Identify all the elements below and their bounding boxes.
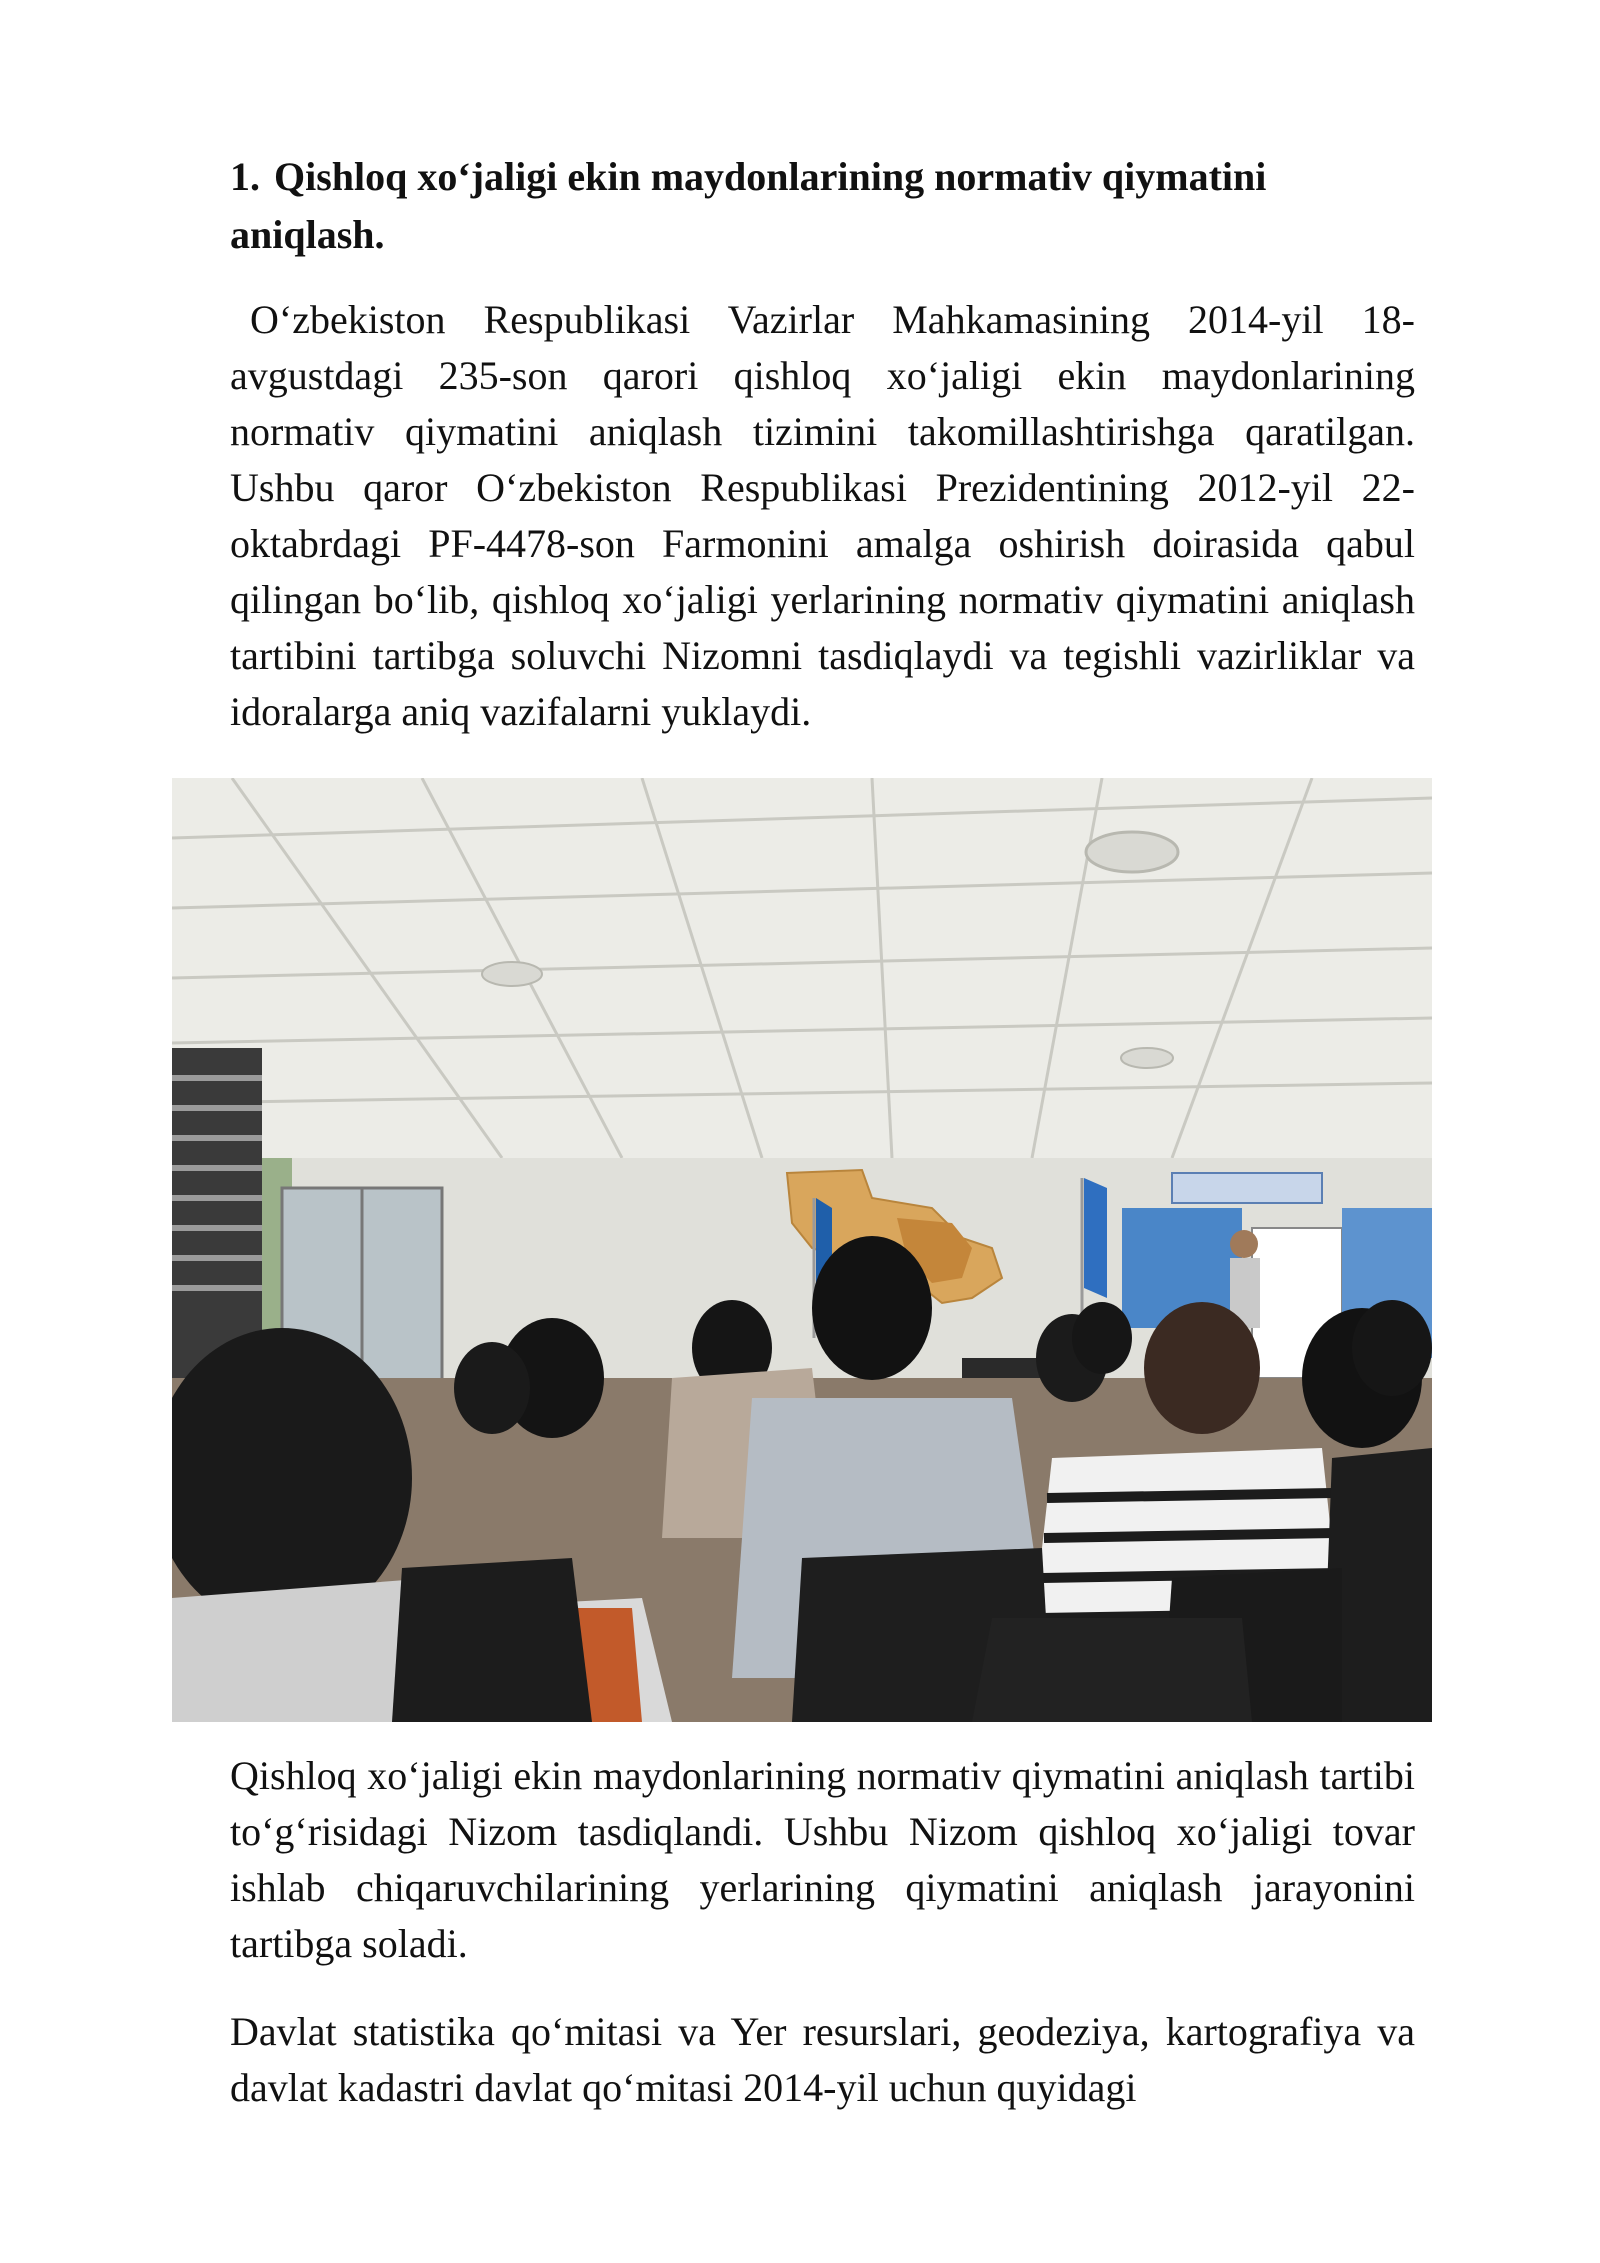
paragraph-3: Davlat statistika qo‘mitasi va Yer resurslari, geodeziya, kartografiya va davlat kadastri davlat qo‘mitasi 2014-yil uchun quyidagi bbox=[230, 2009, 1415, 2110]
section-number: 1. bbox=[230, 154, 260, 199]
paragraph-2: Qishloq xo‘jaligi ekin maydonlarining normativ qiymatini aniqlash tartibi to‘g‘risidagi Nizom tasdiqlandi. Ushbu Nizom qishloq xo‘jaligi tovar ishlab chiqaruvchilarining yerlarining qiymatini aniqlash jarayonini tartibga soladi. bbox=[230, 1753, 1415, 1966]
seminar-photo bbox=[172, 778, 1432, 1722]
classroom-illustration bbox=[172, 778, 1432, 1722]
section-title: Qishloq xo‘jaligi ekin maydonlarining normativ qiymatini aniqlash. bbox=[230, 154, 1267, 257]
paragraph-1: O‘zbekiston Respublikasi Vazirlar Mahkamasining 2014-yil 18-avgustdagi 235-son qarori qishloq xo‘jaligi ekin maydonlarining normativ qiymatini aniqlash tizimini takomillashtirishga qaratilgan. Ushbu qaror O‘zbekiston Respublikasi Prezidentining 2012-yil 22-oktabrdagi PF-4478-son Farmonini amalga oshirish doirasida qabul qilingan bo‘lib, qishloq xo‘jaligi yerlarining normativ qiymatini aniqlash tartibini tartibga soluvchi Nizomni tasdiqlaydi va tegishli vazirliklar va idoralarga aniq vazifalarni yuklaydi. bbox=[230, 297, 1415, 734]
section-heading bbox=[230, 148, 1410, 264]
